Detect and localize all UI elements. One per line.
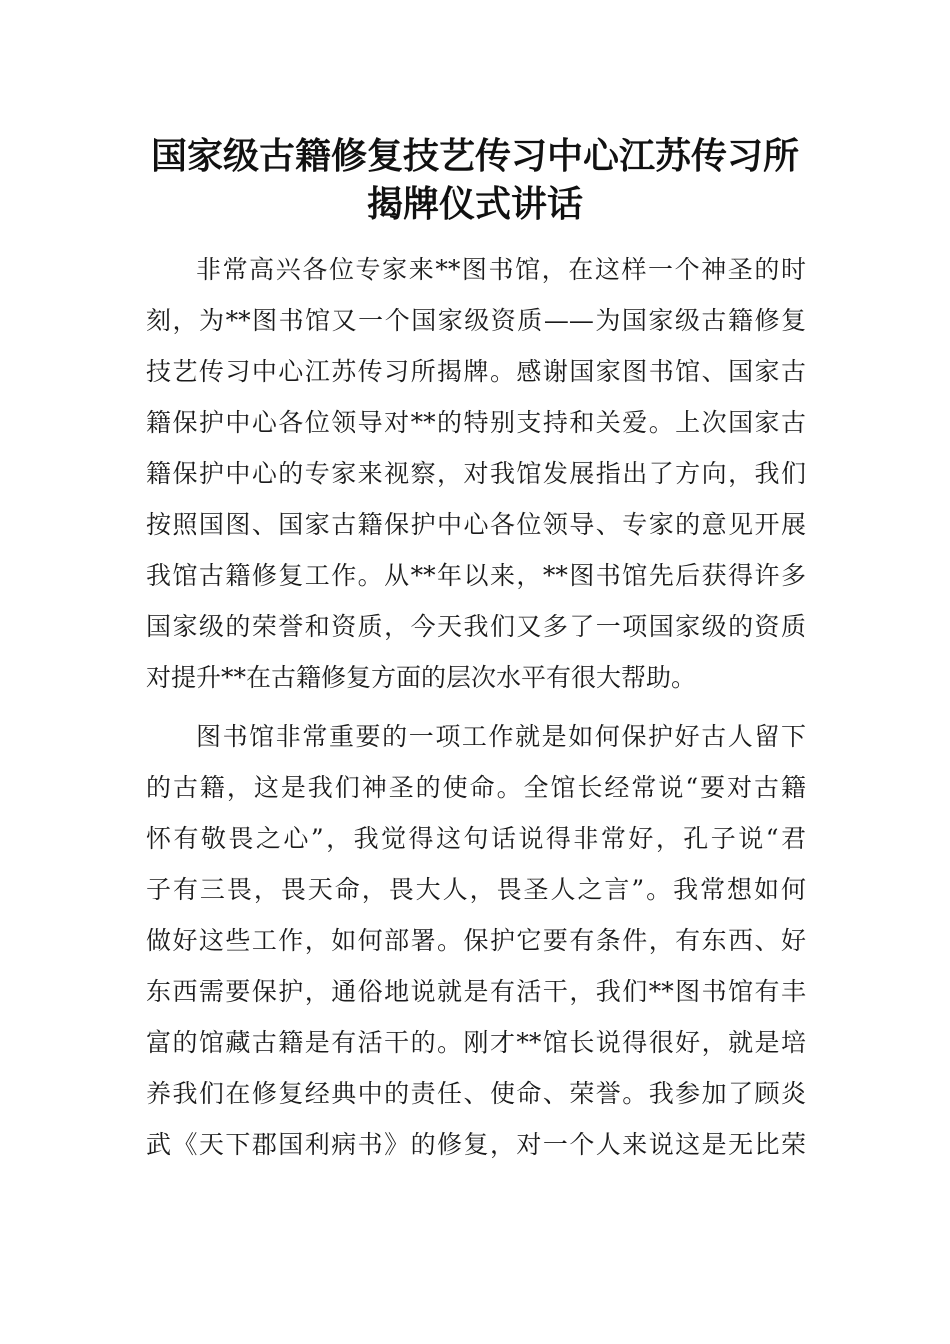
paragraph-line: 子有三畏，畏天命，畏大人，畏圣人之言”。我常想如何 xyxy=(146,875,806,904)
paragraph-line: 按照国图、国家古籍保护中心各位领导、专家的意见开展 xyxy=(146,510,806,539)
paragraph-line: 图书馆非常重要的一项工作就是如何保护好古人留下 xyxy=(196,722,806,751)
paragraph-line: 武《天下郡国利病书》的修复，对一个人来说这是无比荣 xyxy=(146,1130,806,1159)
paragraph-line: 非常高兴各位专家来**图书馆，在这样一个神圣的时 xyxy=(196,255,806,284)
paragraph-line: 籍保护中心各位领导对**的特别支持和关爱。上次国家古 xyxy=(146,408,806,437)
paragraph-line: 我馆古籍修复工作。从**年以来，**图书馆先后获得许多 xyxy=(146,561,806,590)
paragraph-line: 做好这些工作，如何部署。保护它要有条件，有东西、好 xyxy=(146,926,806,955)
paragraph-line: 技艺传习中心江苏传习所揭牌。感谢国家图书馆、国家古 xyxy=(146,357,806,386)
paragraph-line: 刻，为**图书馆又一个国家级资质——为国家级古籍修复 xyxy=(146,306,806,335)
paragraph-line: 对提升**在古籍修复方面的层次水平有很大帮助。 xyxy=(146,663,697,692)
title-line-2: 揭牌仪式讲话 xyxy=(366,183,583,225)
paragraph-line: 的古籍，这是我们神圣的使命。全馆长经常说“要对古籍 xyxy=(146,773,806,802)
paragraph-line: 养我们在修复经典中的责任、使命、荣誉。我参加了顾炎 xyxy=(146,1079,806,1108)
paragraph-line: 富的馆藏古籍是有活干的。刚才**馆长说得很好，就是培 xyxy=(146,1028,806,1057)
paragraph-line: 东西需要保护，通俗地说就是有活干，我们**图书馆有丰 xyxy=(146,977,806,1006)
paragraph-line: 怀有敬畏之心”，我觉得这句话说得非常好，孔子说“君 xyxy=(146,824,806,853)
title-line-1: 国家级古籍修复技艺传习中心江苏传习所 xyxy=(150,135,799,177)
paragraph-line: 籍保护中心的专家来视察，对我馆发展指出了方向，我们 xyxy=(146,459,806,488)
paragraph-line: 国家级的荣誉和资质，今天我们又多了一项国家级的资质 xyxy=(146,612,806,641)
